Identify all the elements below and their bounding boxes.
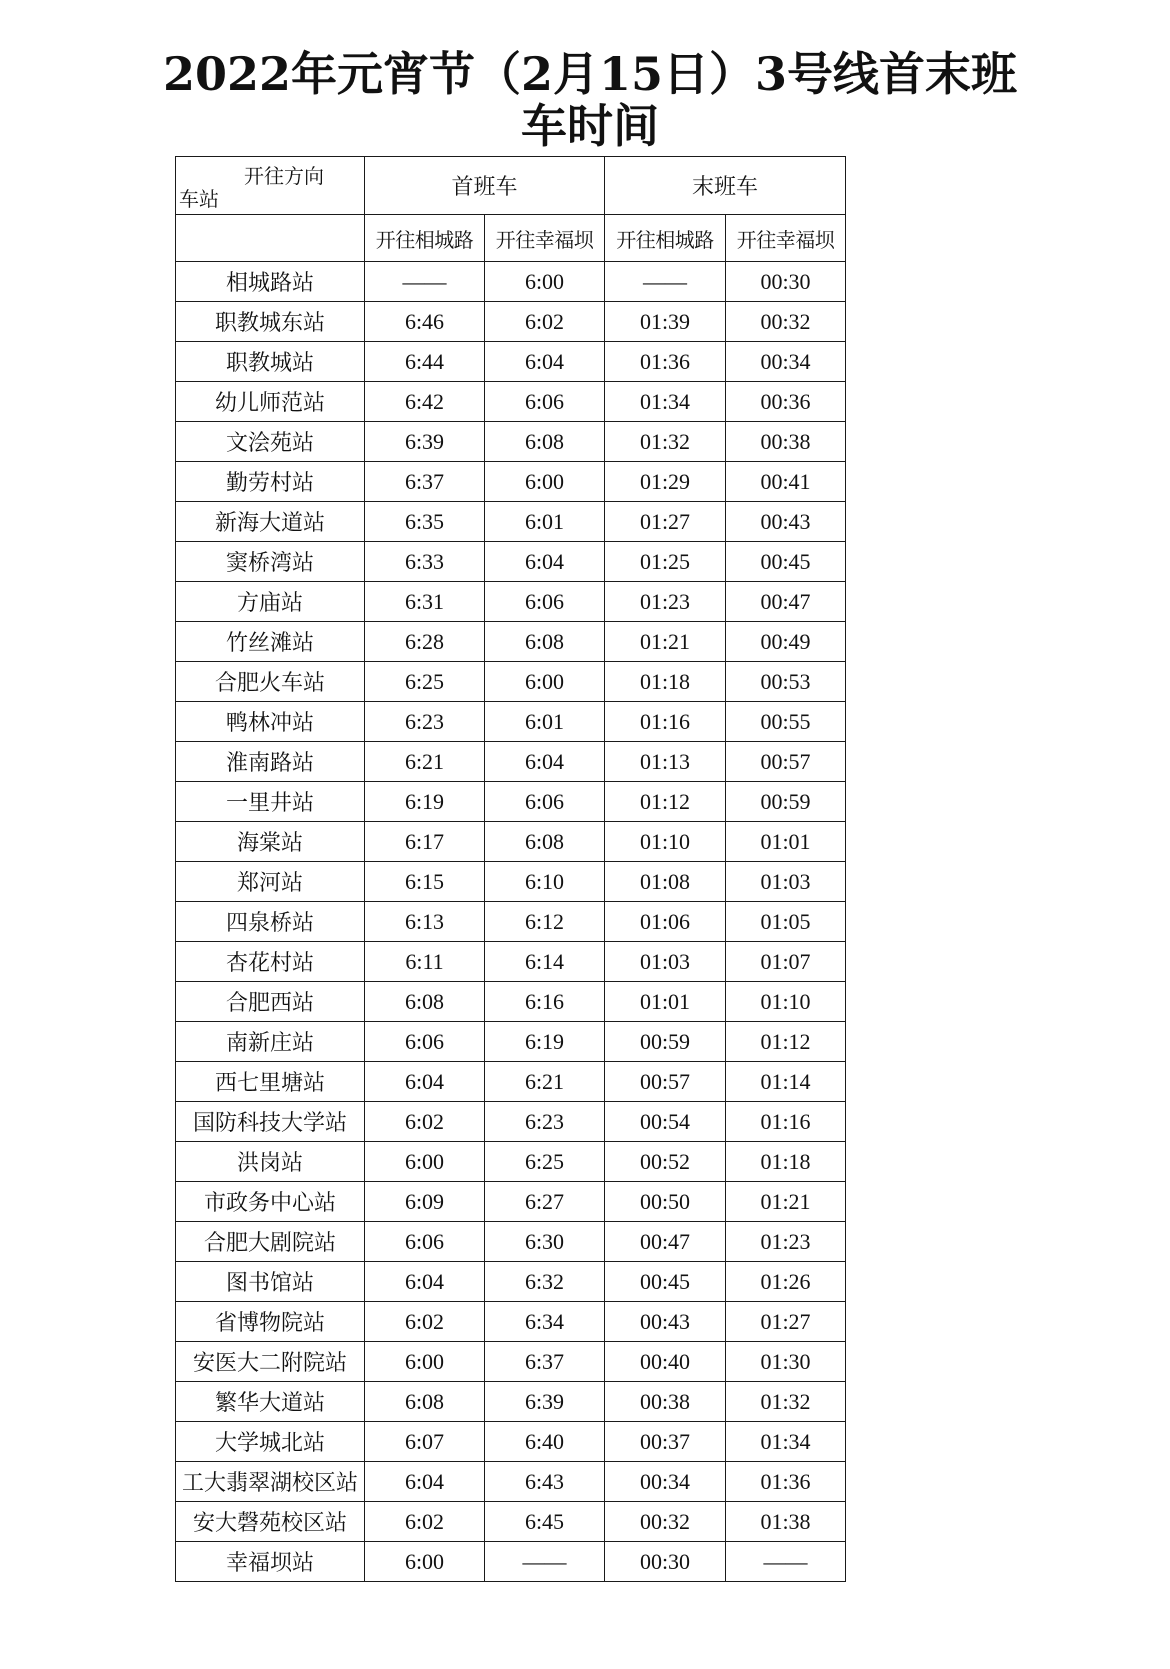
first-to-xingfuba-cell: 6:10 bbox=[485, 862, 605, 902]
first-to-xingfuba-cell: 6:00 bbox=[485, 262, 605, 302]
station-name-cell: 繁华大道站 bbox=[176, 1382, 365, 1422]
last-to-xingfuba-cell: 00:49 bbox=[726, 622, 846, 662]
first-to-xingfuba-cell: 6:06 bbox=[485, 782, 605, 822]
station-name-cell: 郑河站 bbox=[176, 862, 365, 902]
first-to-xiangchenglu-cell: 6:11 bbox=[365, 942, 485, 982]
first-to-xingfuba-cell: 6:16 bbox=[485, 982, 605, 1022]
last-to-xingfuba-cell: 01:03 bbox=[726, 862, 846, 902]
station-row bbox=[176, 942, 846, 982]
last-to-xingfuba-cell: 01:12 bbox=[726, 1022, 846, 1062]
last-to-xingfuba-cell: 00:30 bbox=[726, 262, 846, 302]
first-to-xingfuba-cell: 6:04 bbox=[485, 542, 605, 582]
station-name-cell: 海棠站 bbox=[176, 822, 365, 862]
last-to-xiangchenglu-cell: 01:32 bbox=[605, 422, 726, 462]
last-to-xingfuba-cell: 01:34 bbox=[726, 1422, 846, 1462]
last-to-xingfuba-cell: 01:23 bbox=[726, 1222, 846, 1262]
first-to-xingfuba-cell: 6:39 bbox=[485, 1382, 605, 1422]
first-to-xingfuba-cell: 6:06 bbox=[485, 382, 605, 422]
last-to-xiangchenglu-cell: 00:57 bbox=[605, 1062, 726, 1102]
station-name-cell: 鸭林冲站 bbox=[176, 702, 365, 742]
last-to-xiangchenglu-cell: 00:40 bbox=[605, 1342, 726, 1382]
first-to-xiangchenglu-cell: 6:00 bbox=[365, 1142, 485, 1182]
first-to-xingfuba-cell: 6:01 bbox=[485, 702, 605, 742]
last-to-xiangchenglu-cell: —— bbox=[605, 262, 726, 302]
first-to-xingfuba-cell: 6:00 bbox=[485, 662, 605, 702]
station-name-cell: 合肥西站 bbox=[176, 982, 365, 1022]
station-row bbox=[176, 542, 846, 582]
first-to-xingfuba-cell: 6:04 bbox=[485, 342, 605, 382]
first-to-xingfuba-cell: —— bbox=[485, 1542, 605, 1582]
station-name-cell: 工大翡翠湖校区站 bbox=[176, 1462, 365, 1502]
station-row bbox=[176, 1062, 846, 1102]
station-row bbox=[176, 582, 846, 622]
last-to-xiangchenglu-cell: 01:06 bbox=[605, 902, 726, 942]
first-to-xiangchenglu-cell: 6:08 bbox=[365, 982, 485, 1022]
direction-label: 开往方向 bbox=[244, 164, 324, 188]
first-to-xingfuba-cell: 6:19 bbox=[485, 1022, 605, 1062]
subheader-empty-cell bbox=[176, 215, 365, 262]
first-to-xiangchenglu-cell: 6:06 bbox=[365, 1022, 485, 1062]
station-row bbox=[176, 262, 846, 302]
station-row bbox=[176, 1142, 846, 1182]
first-to-xiangchenglu-cell: 6:33 bbox=[365, 542, 485, 582]
last-to-xiangchenglu-cell: 00:59 bbox=[605, 1022, 726, 1062]
last-to-xiangchenglu-cell: 00:43 bbox=[605, 1302, 726, 1342]
first-to-xiangchenglu-cell: 6:15 bbox=[365, 862, 485, 902]
station-name-cell: 大学城北站 bbox=[176, 1422, 365, 1462]
station-name-cell: 南新庄站 bbox=[176, 1022, 365, 1062]
station-row bbox=[176, 422, 846, 462]
station-row bbox=[176, 742, 846, 782]
last-to-xingfuba-cell: 01:01 bbox=[726, 822, 846, 862]
first-to-xiangchenglu-cell: 6:21 bbox=[365, 742, 485, 782]
last-to-xingfuba-cell: 01:36 bbox=[726, 1462, 846, 1502]
first-to-xingfuba-cell: 6:02 bbox=[485, 302, 605, 342]
station-row bbox=[176, 1462, 846, 1502]
first-train-header: 首班车 bbox=[365, 157, 605, 215]
first-to-xingfuba-cell: 6:01 bbox=[485, 502, 605, 542]
station-row bbox=[176, 1342, 846, 1382]
first-to-xiangchenglu-cell: 6:46 bbox=[365, 302, 485, 342]
first-to-xiangchenglu-cell: 6:42 bbox=[365, 382, 485, 422]
first-to-xiangchenglu-cell: 6:37 bbox=[365, 462, 485, 502]
station-name-cell: 四泉桥站 bbox=[176, 902, 365, 942]
first-to-xingfuba-cell: 6:14 bbox=[485, 942, 605, 982]
last-to-xingfuba-cell: 00:53 bbox=[726, 662, 846, 702]
first-to-xiangchenglu-cell: 6:04 bbox=[365, 1062, 485, 1102]
station-label: 车站 bbox=[179, 187, 219, 211]
last-to-xiangchenglu-cell: 00:38 bbox=[605, 1382, 726, 1422]
first-to-xiangchenglu-cell: 6:00 bbox=[365, 1542, 485, 1582]
last-to-xingfuba-cell: 01:05 bbox=[726, 902, 846, 942]
last-to-xiangchenglu-cell: 00:34 bbox=[605, 1462, 726, 1502]
station-row bbox=[176, 1222, 846, 1262]
station-name-cell: 国防科技大学站 bbox=[176, 1102, 365, 1142]
page-title-line-2: 车时间 bbox=[521, 99, 659, 153]
last-to-xiangchenglu-cell: 01:10 bbox=[605, 822, 726, 862]
last-to-xingfuba-cell: 01:14 bbox=[726, 1062, 846, 1102]
station-row bbox=[176, 342, 846, 382]
first-to-xiangchenglu-cell: 6:23 bbox=[365, 702, 485, 742]
last-to-xiangchenglu-cell: 01:36 bbox=[605, 342, 726, 382]
last-to-xingfuba-cell: 00:47 bbox=[726, 582, 846, 622]
last-to-xingfuba-cell: 00:43 bbox=[726, 502, 846, 542]
first-to-xingfuba-cell: 6:08 bbox=[485, 422, 605, 462]
station-row bbox=[176, 782, 846, 822]
station-name-cell: 勤劳村站 bbox=[176, 462, 365, 502]
first-to-xingfuba-cell: 6:08 bbox=[485, 622, 605, 662]
first-to-xingfuba-cell: 6:00 bbox=[485, 462, 605, 502]
station-name-cell: 职教城东站 bbox=[176, 302, 365, 342]
station-name-cell: 市政务中心站 bbox=[176, 1182, 365, 1222]
first-to-xingfuba-cell: 6:40 bbox=[485, 1422, 605, 1462]
first-to-xiangchenglu-cell: 6:13 bbox=[365, 902, 485, 942]
last-to-xiangchenglu-cell: 01:08 bbox=[605, 862, 726, 902]
last-to-xingfuba-cell: 00:38 bbox=[726, 422, 846, 462]
station-name-cell: 方庙站 bbox=[176, 582, 365, 622]
station-row bbox=[176, 1102, 846, 1142]
last-to-xingfuba-cell: 01:21 bbox=[726, 1182, 846, 1222]
station-row bbox=[176, 902, 846, 942]
timetable-body bbox=[176, 157, 846, 1582]
last-to-xingfuba-cell: 00:59 bbox=[726, 782, 846, 822]
station-name-cell: 竹丝滩站 bbox=[176, 622, 365, 662]
station-row bbox=[176, 702, 846, 742]
station-row bbox=[176, 302, 846, 342]
station-name-cell: 安大磬苑校区站 bbox=[176, 1502, 365, 1542]
last-to-xiangchenglu-cell: 00:54 bbox=[605, 1102, 726, 1142]
timetable bbox=[175, 156, 846, 1582]
station-name-cell: 安医大二附院站 bbox=[176, 1342, 365, 1382]
last-to-xiangchenglu-cell: 01:39 bbox=[605, 302, 726, 342]
station-row bbox=[176, 462, 846, 502]
last-to-xingfuba-cell: 01:18 bbox=[726, 1142, 846, 1182]
first-to-xiangchenglu-cell: 6:04 bbox=[365, 1262, 485, 1302]
first-to-xiangchenglu-cell: 6:08 bbox=[365, 1382, 485, 1422]
last-to-xiangchenglu-cell: 01:12 bbox=[605, 782, 726, 822]
last-to-xingfuba-cell: 00:32 bbox=[726, 302, 846, 342]
last-to-xiangchenglu-cell: 01:03 bbox=[605, 942, 726, 982]
station-name-cell: 新海大道站 bbox=[176, 502, 365, 542]
last-to-xiangchenglu-cell: 01:13 bbox=[605, 742, 726, 782]
station-name-cell: 一里井站 bbox=[176, 782, 365, 822]
station-row bbox=[176, 1502, 846, 1542]
last-to-xingfuba-cell: 01:16 bbox=[726, 1102, 846, 1142]
last-to-xingfuba-cell: 01:07 bbox=[726, 942, 846, 982]
first-to-xingfuba-cell: 6:12 bbox=[485, 902, 605, 942]
station-name-cell: 相城路站 bbox=[176, 262, 365, 302]
first-to-xiangchenglu-cell: 6:07 bbox=[365, 1422, 485, 1462]
first-to-xiangchenglu-cell: 6:06 bbox=[365, 1222, 485, 1262]
subheader-row bbox=[176, 215, 846, 262]
last-to-xingfuba-cell: 00:34 bbox=[726, 342, 846, 382]
subheader-last-to-xiangchenglu: 开往相城路 bbox=[605, 215, 726, 262]
station-row bbox=[176, 502, 846, 542]
last-to-xiangchenglu-cell: 01:27 bbox=[605, 502, 726, 542]
first-to-xiangchenglu-cell: 6:39 bbox=[365, 422, 485, 462]
station-row bbox=[176, 382, 846, 422]
last-to-xingfuba-cell: 01:32 bbox=[726, 1382, 846, 1422]
station-name-cell: 职教城站 bbox=[176, 342, 365, 382]
station-name-cell: 杏花村站 bbox=[176, 942, 365, 982]
last-to-xingfuba-cell: 01:30 bbox=[726, 1342, 846, 1382]
station-row bbox=[176, 1182, 846, 1222]
station-name-cell: 幸福坝站 bbox=[176, 1542, 365, 1582]
first-to-xingfuba-cell: 6:27 bbox=[485, 1182, 605, 1222]
last-to-xiangchenglu-cell: 01:29 bbox=[605, 462, 726, 502]
station-name-cell: 图书馆站 bbox=[176, 1262, 365, 1302]
station-name-cell: 幼儿师范站 bbox=[176, 382, 365, 422]
first-to-xingfuba-cell: 6:32 bbox=[485, 1262, 605, 1302]
first-to-xiangchenglu-cell: 6:02 bbox=[365, 1302, 485, 1342]
first-to-xiangchenglu-cell: 6:04 bbox=[365, 1462, 485, 1502]
first-to-xingfuba-cell: 6:08 bbox=[485, 822, 605, 862]
last-to-xiangchenglu-cell: 01:16 bbox=[605, 702, 726, 742]
subheader-first-to-xiangchenglu: 开往相城路 bbox=[365, 215, 485, 262]
page-title-line-1: 2022年元宵节（2月15日）3号线首末班 bbox=[162, 47, 1018, 101]
last-to-xiangchenglu-cell: 00:47 bbox=[605, 1222, 726, 1262]
last-to-xingfuba-cell: 00:55 bbox=[726, 702, 846, 742]
station-name-cell: 合肥大剧院站 bbox=[176, 1222, 365, 1262]
station-name-cell: 淮南路站 bbox=[176, 742, 365, 782]
first-to-xingfuba-cell: 6:25 bbox=[485, 1142, 605, 1182]
station-name-cell: 西七里塘站 bbox=[176, 1062, 365, 1102]
first-to-xingfuba-cell: 6:43 bbox=[485, 1462, 605, 1502]
first-to-xingfuba-cell: 6:23 bbox=[485, 1102, 605, 1142]
first-to-xingfuba-cell: 6:21 bbox=[485, 1062, 605, 1102]
station-row bbox=[176, 862, 846, 902]
station-name-cell: 窦桥湾站 bbox=[176, 542, 365, 582]
last-to-xingfuba-cell: —— bbox=[726, 1542, 846, 1582]
first-to-xingfuba-cell: 6:30 bbox=[485, 1222, 605, 1262]
station-row bbox=[176, 1382, 846, 1422]
station-name-cell: 省博物院站 bbox=[176, 1302, 365, 1342]
station-row bbox=[176, 662, 846, 702]
last-to-xingfuba-cell: 01:27 bbox=[726, 1302, 846, 1342]
last-to-xiangchenglu-cell: 01:23 bbox=[605, 582, 726, 622]
header-row bbox=[176, 157, 846, 215]
station-row bbox=[176, 1422, 846, 1462]
first-to-xingfuba-cell: 6:04 bbox=[485, 742, 605, 782]
last-to-xiangchenglu-cell: 00:30 bbox=[605, 1542, 726, 1582]
first-to-xiangchenglu-cell: —— bbox=[365, 262, 485, 302]
first-to-xiangchenglu-cell: 6:44 bbox=[365, 342, 485, 382]
first-to-xiangchenglu-cell: 6:02 bbox=[365, 1502, 485, 1542]
station-row bbox=[176, 622, 846, 662]
last-to-xiangchenglu-cell: 00:50 bbox=[605, 1182, 726, 1222]
first-to-xiangchenglu-cell: 6:28 bbox=[365, 622, 485, 662]
first-to-xiangchenglu-cell: 6:19 bbox=[365, 782, 485, 822]
first-to-xingfuba-cell: 6:45 bbox=[485, 1502, 605, 1542]
last-train-header: 末班车 bbox=[605, 157, 846, 215]
last-to-xiangchenglu-cell: 01:01 bbox=[605, 982, 726, 1022]
subheader-last-to-xingfuba: 开往幸福坝 bbox=[726, 215, 846, 262]
first-to-xiangchenglu-cell: 6:09 bbox=[365, 1182, 485, 1222]
last-to-xiangchenglu-cell: 00:45 bbox=[605, 1262, 726, 1302]
last-to-xiangchenglu-cell: 00:52 bbox=[605, 1142, 726, 1182]
last-to-xiangchenglu-cell: 01:18 bbox=[605, 662, 726, 702]
last-to-xingfuba-cell: 01:10 bbox=[726, 982, 846, 1022]
last-to-xingfuba-cell: 00:36 bbox=[726, 382, 846, 422]
first-to-xingfuba-cell: 6:37 bbox=[485, 1342, 605, 1382]
last-to-xiangchenglu-cell: 00:32 bbox=[605, 1502, 726, 1542]
first-to-xiangchenglu-cell: 6:02 bbox=[365, 1102, 485, 1142]
last-to-xingfuba-cell: 01:26 bbox=[726, 1262, 846, 1302]
last-to-xiangchenglu-cell: 01:34 bbox=[605, 382, 726, 422]
first-to-xiangchenglu-cell: 6:25 bbox=[365, 662, 485, 702]
station-row bbox=[176, 982, 846, 1022]
station-row bbox=[176, 1302, 846, 1342]
first-to-xiangchenglu-cell: 6:35 bbox=[365, 502, 485, 542]
station-row bbox=[176, 822, 846, 862]
first-to-xingfuba-cell: 6:06 bbox=[485, 582, 605, 622]
last-to-xingfuba-cell: 01:38 bbox=[726, 1502, 846, 1542]
last-to-xiangchenglu-cell: 01:21 bbox=[605, 622, 726, 662]
station-name-cell: 洪岗站 bbox=[176, 1142, 365, 1182]
first-to-xiangchenglu-cell: 6:00 bbox=[365, 1342, 485, 1382]
last-to-xingfuba-cell: 00:45 bbox=[726, 542, 846, 582]
station-row bbox=[176, 1262, 846, 1302]
station-name-cell: 合肥火车站 bbox=[176, 662, 365, 702]
station-row bbox=[176, 1542, 846, 1582]
last-to-xiangchenglu-cell: 00:37 bbox=[605, 1422, 726, 1462]
last-to-xiangchenglu-cell: 01:25 bbox=[605, 542, 726, 582]
station-name-cell: 文浍苑站 bbox=[176, 422, 365, 462]
first-to-xingfuba-cell: 6:34 bbox=[485, 1302, 605, 1342]
first-to-xiangchenglu-cell: 6:31 bbox=[365, 582, 485, 622]
first-to-xiangchenglu-cell: 6:17 bbox=[365, 822, 485, 862]
corner-header-cell bbox=[176, 157, 365, 215]
last-to-xingfuba-cell: 00:41 bbox=[726, 462, 846, 502]
station-row bbox=[176, 1022, 846, 1062]
subheader-first-to-xingfuba: 开往幸福坝 bbox=[485, 215, 605, 262]
last-to-xingfuba-cell: 00:57 bbox=[726, 742, 846, 782]
